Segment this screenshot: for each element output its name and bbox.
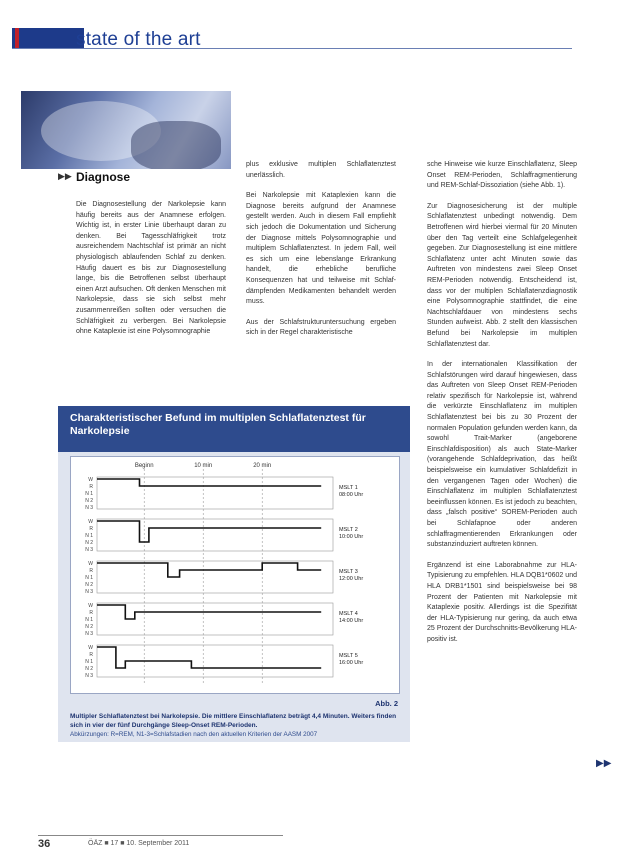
time-tick-label: 20 min xyxy=(253,463,272,469)
hypnogram-svg xyxy=(71,457,399,693)
stage-label: N 1 xyxy=(85,575,93,581)
heading-arrow-icon: ▶▶ xyxy=(58,171,72,181)
hypnogram-trace xyxy=(97,521,321,542)
section-accent-mark xyxy=(15,28,19,48)
stage-label: R xyxy=(89,484,93,490)
stage-label: N 3 xyxy=(85,547,93,553)
page-number: 36 xyxy=(38,838,51,850)
stage-label: W xyxy=(88,645,93,651)
article-photo xyxy=(21,91,231,169)
figure-header xyxy=(58,406,410,452)
stage-label: W xyxy=(88,477,93,483)
figure-caption: Multipler Schlaflatenztest bei Narkolepsie. Die mittlere Einschlaflatenz beträgt 4,4 Minuten. Weiters finden sich in vier der fünf Durchgänge Sleep-Onset REM-Perioden. xyxy=(70,713,397,729)
paragraph: Bei Narkolepsie mit Kataplexien kann die Diagnose bereits aufgrund der Anamnese gestellt werden. Auch in diesem Fall empfiehlt sich jedoch die Dokumentation und Sicherung der Diagnose mittels Polysomnographie und multiplem Schlaflatenztest. In jedem Fall, weil es sich um eine lebenslange Erkrankung handelt, die erhebliche berufliche Konsequenzen hat und teilweise mit Schlaf-dämpfenden Medikamenten behandelt werden muss. xyxy=(246,192,396,306)
stage-label: W xyxy=(88,603,93,609)
panel-annotation: 12:00 Uhr xyxy=(339,576,364,582)
time-tick-label: 10 min xyxy=(194,463,213,469)
hypnogram-trace xyxy=(97,479,321,486)
article-heading: Diagnose xyxy=(76,170,131,184)
paragraph: Ergänzend ist eine Laborabnahme zur HLA-Typisierung zu empfehlen. HLA DQB1*0602 und HLA DRB1*1501 sind beispielsweise bei 98 Prozent der Patienten mit Narkolepsie mit Kataplexie positiv. Allerdings ist die Spezifität der HLA-Typisierung nur gering, da auch etwa 25 Prozent der Durchschnitts-Bevölkerung HLA-positiv ist. xyxy=(427,561,577,643)
paragraph: Aus der Schlafstrukturuntersuchung ergeben sich in der Regel charakteristische xyxy=(246,318,396,337)
stage-label: N 2 xyxy=(85,540,93,546)
figure-label: Abb. 2 xyxy=(375,699,398,708)
panel-annotation: MSLT 1 xyxy=(339,485,358,491)
stage-label: N 2 xyxy=(85,498,93,504)
figure-abbreviations: Abkürzungen: R=REM, N1-3=Schlafstadien nach den aktuellen Kriterien der AASM 2007 xyxy=(70,731,318,738)
text-column-3 xyxy=(427,160,577,656)
publication-line: ÖÄZ ■ 17 ■ 10. September 2011 xyxy=(88,840,190,847)
stage-label: N 3 xyxy=(85,631,93,637)
paragraph: In der internationalen Klassifikation der Schlafstörungen wird darauf hingewiesen, dass das Auftreten von Sleep Onset REM-Perioden relativ spezifisch für Narkolepsie ist, während die verkürzte Einschlaflatenz im multiplen Schlaflatenztest bei bis zu 30 Prozent der normalen Population gefunden werden kann, da sowohl Trait-Marker (angeborene Einschlafdisposition) als auch State-Marker (vorangehende Schlafdeprivation, das heißt beispielsweise ein kumulativer Schlafdefizit in den vergangenen Tagen oder Wochen) die Einschlaflatenz im multiplen Schlaflatenztest beeinflussen können. Es ist jedoch zu beachten, dass „falsch positive“ SOREM-Perioden auch bei Schlafapnoe oder anderen schlaffragmentierenden Erkrankungen oder substanzinduziert auftreten können. xyxy=(427,361,577,549)
panel-annotation: 10:00 Uhr xyxy=(339,534,364,540)
stage-label: W xyxy=(88,561,93,567)
paragraph: Die Diagnosestellung der Narkolepsie kann häufig bereits aus der Anamnese erfolgen. Wichtig ist, in erster Linie überhaupt daran zu denken. Bei Tagesschläfrigkeit trotz ausreichendem Nachtschlaf ist primär an nicht physiologisch ablaufenden Schlaf zu denken. Häufig dauert es bis zur Diagnosestellung lange, bis die Betroffenen selbst überhaupt einen Arzt aufsuchen. Oft denken Menschen mit Narkolepsie, dass sie sich selbst mehr zusammenreißen sollten oder versuchen die Schläfrigkeit zu verbergen. Bei Narkolepsie ohne Kataplexie ist eine Polysomnographie xyxy=(76,201,226,336)
stage-label: N 3 xyxy=(85,673,93,679)
panel-annotation: MSLT 3 xyxy=(339,569,358,575)
stage-label: R xyxy=(89,526,93,532)
paragraph: plus exklusive multiplen Schlaflatenztest unerlässlich. xyxy=(246,161,396,179)
panel-annotation: MSLT 5 xyxy=(339,653,358,659)
figure-title: Charakteristischer Befund im multiplen Schlaflatenztest für Narkolepsie xyxy=(70,412,366,437)
paragraph: sche Hinweise wie kurze Einschlaflatenz, Sleep Onset REM-Perioden, Schlaffragmentierung und REM-Schlaf-Dissoziation (siehe Abb. 1). xyxy=(427,161,577,190)
section-bar xyxy=(12,28,84,48)
stage-label: R xyxy=(89,610,93,616)
panel-annotation: 16:00 Uhr xyxy=(339,660,364,666)
stage-label: W xyxy=(88,519,93,525)
text-column-2 xyxy=(246,160,396,349)
continue-arrow-icon: ▶▶ xyxy=(596,758,612,769)
section-title: state of the art xyxy=(76,29,201,50)
paragraph: Zur Diagnosesicherung ist der multiple Schlaflatenztest unbedingt notwendig. Dem Betroffenen wird hierbei viermal für 20 Minuten über den Tag verteilt eine Schlafgelegenheit gegeben. Zur Diagnosestellung ist eine mittlere Schlaflatenz unter acht Minuten sowie das Auftreten von mindestens zwei Sleep Onset REM-Perioden notwendig. Entscheidend ist, dass vor der multiplen Schlaflatenzdiagnostik eine Polysomnographie stattfindet, die eine Nachtschlafdauer von mindestens sechs Stunden aufweist. Abb. 2 stellt den klassischen Befund bei Narkolepsie im multiplen Schlaflatenztest dar. xyxy=(427,202,577,348)
hypnogram-chart xyxy=(70,456,400,694)
stage-label: N 3 xyxy=(85,505,93,511)
stage-label: N 2 xyxy=(85,624,93,630)
time-tick-label: Beginn xyxy=(134,463,154,469)
figure-box xyxy=(58,406,410,742)
stage-label: N 1 xyxy=(85,533,93,539)
hypnogram-trace xyxy=(97,647,321,668)
stage-label: N 2 xyxy=(85,582,93,588)
stage-label: R xyxy=(89,652,93,658)
stage-label: N 1 xyxy=(85,617,93,623)
hypnogram-trace xyxy=(97,563,321,577)
panel-annotation: 08:00 Uhr xyxy=(339,492,364,498)
text-column-1 xyxy=(76,200,226,348)
panel-annotation: MSLT 2 xyxy=(339,527,358,533)
panel-frame xyxy=(97,477,333,509)
footer-rule xyxy=(38,835,283,836)
stage-label: N 1 xyxy=(85,659,93,665)
stage-label: N 2 xyxy=(85,666,93,672)
panel-annotation: 14:00 Uhr xyxy=(339,618,364,624)
stage-label: N 3 xyxy=(85,589,93,595)
panel-annotation: MSLT 4 xyxy=(339,611,358,617)
panel-frame xyxy=(97,519,333,551)
stage-label: R xyxy=(89,568,93,574)
hypnogram-trace xyxy=(97,605,321,619)
stage-label: N 1 xyxy=(85,491,93,497)
